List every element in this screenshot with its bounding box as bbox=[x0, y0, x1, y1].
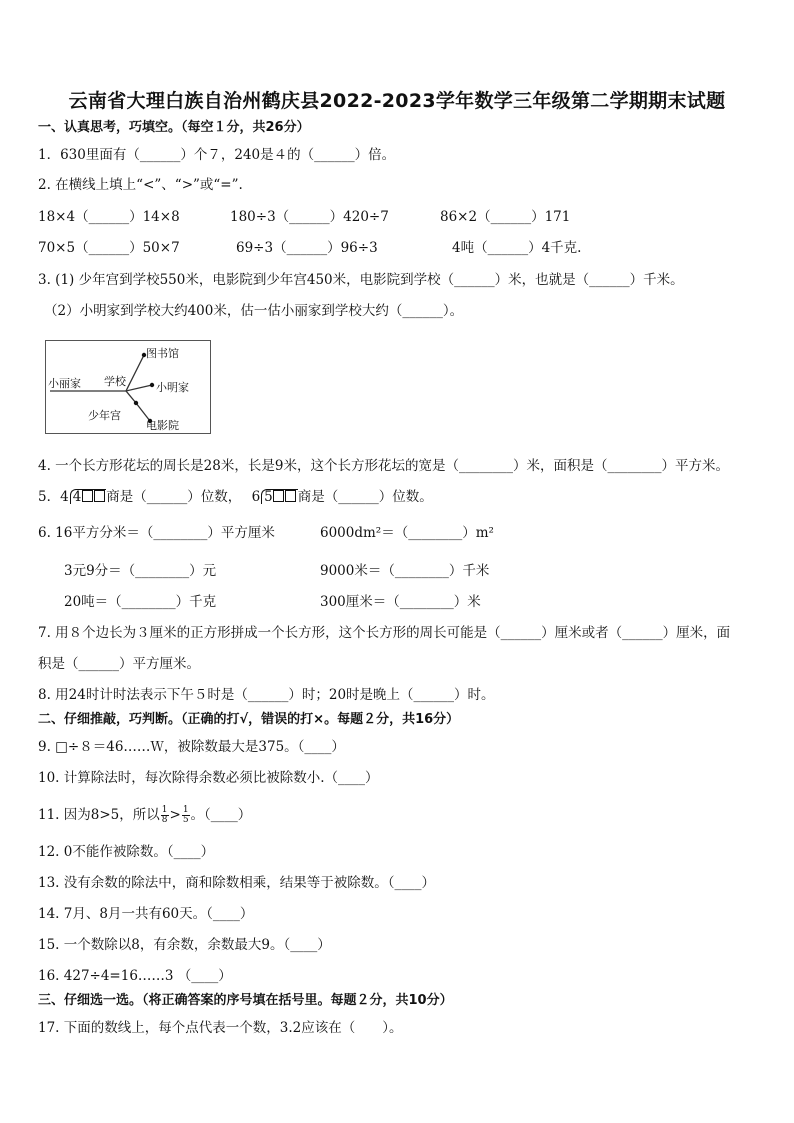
q6-item-3: 3元9分＝（________）元 bbox=[64, 563, 217, 579]
q11-fraction-2 bbox=[182, 806, 190, 825]
blank-box bbox=[273, 490, 284, 502]
q6-item-2: 6000dm²＝（________）m² bbox=[320, 525, 494, 541]
q5-dividend-2: 5 bbox=[264, 489, 273, 505]
q2-item-4: 70×5（______）50×7 bbox=[38, 240, 180, 256]
fraction-denominator: 5 bbox=[182, 815, 189, 825]
q2-item-3: 86×2（______）171 bbox=[440, 209, 571, 225]
question-3-part-1: 3. (1) 少年宫到学校550米，电影院到少年宫450米，电影院到学校（______）米，也就是（______）千米。 bbox=[38, 272, 684, 288]
q11-fraction-1 bbox=[161, 806, 169, 825]
section-2-heading: 二、仔细推敲，巧判断。（正确的打√，错误的打×。每题２分，共16分） bbox=[38, 712, 460, 727]
map-label-library: 图书馆 bbox=[146, 347, 179, 360]
question-3-part-2: （2）小明家到学校大约400米，估一估小丽家到学校大约（______）。 bbox=[44, 303, 464, 319]
q2-item-2: 180÷3（______）420÷7 bbox=[230, 209, 389, 225]
question-1: 1．630里面有（______）个７，240是４的（______）倍。 bbox=[38, 147, 396, 163]
question-8: 8. 用24时计时法表示下午５时是（______）时；20时是晚上（______）时。 bbox=[38, 687, 495, 703]
map-label-youth-palace: 少年宫 bbox=[88, 409, 121, 422]
q2-item-6: 4吨（______）4千克. bbox=[452, 240, 582, 256]
q5-dividend-1: 4 bbox=[72, 489, 82, 505]
q5-text-2: 商是（______）位数。 bbox=[297, 489, 433, 505]
question-15: 15. 一个数除以8，有余数，余数最大9。（____） bbox=[38, 937, 331, 953]
q6-item-4: 9000米＝（________）千米 bbox=[320, 563, 490, 579]
question-14: 14. 7月、8月一共有60天。（____） bbox=[38, 906, 254, 922]
route-map-diagram bbox=[45, 340, 211, 434]
blank-box bbox=[285, 490, 296, 502]
fraction-numerator: 1 bbox=[182, 805, 189, 815]
blank-box bbox=[94, 490, 105, 502]
map-label-xiaoli-home: 小丽家 bbox=[48, 377, 81, 390]
q5-division-bracket-1 bbox=[70, 489, 107, 504]
q5-divisor-1: 4 bbox=[60, 489, 69, 505]
q11-greater-sign: > bbox=[169, 807, 181, 823]
blank-box bbox=[82, 490, 93, 502]
question-2: 2. 在横线上填上“<”、“>”或“=”. bbox=[38, 177, 243, 193]
section-3-heading: 三、仔细选一选。（将正确答案的序号填在括号里。每题２分，共10分） bbox=[38, 993, 453, 1008]
question-9: 9. □÷８＝46……Ｗ，被除数最大是375。（____） bbox=[38, 739, 345, 755]
fraction-denominator: 8 bbox=[161, 815, 168, 825]
question-5 bbox=[38, 488, 433, 506]
fraction-numerator: 1 bbox=[161, 805, 168, 815]
q2-item-5: 69÷3（______）96÷3 bbox=[236, 240, 378, 256]
question-7-line-2: 积是（______）平方厘米。 bbox=[38, 656, 200, 672]
map-label-cinema: 电影院 bbox=[146, 419, 179, 432]
question-11 bbox=[38, 806, 251, 825]
q5-number: 5． bbox=[38, 489, 61, 505]
q5-divisor-2: 6 bbox=[251, 489, 261, 505]
q5-text-1: 商是（______）位数， bbox=[106, 489, 242, 505]
question-7-line-1: 7. 用８个边长为３厘米的正方形拼成一个长方形，这个长方形的周长可能是（______）厘米或者（______）厘米，面 bbox=[38, 625, 731, 641]
q2-item-1: 18×4（______）14×8 bbox=[38, 209, 180, 225]
q6-item-6: 300厘米＝（________）米 bbox=[320, 594, 481, 610]
q11-text: 11. 因为8>5，所以 bbox=[38, 807, 160, 823]
question-12: 12. 0不能作被除数。（____） bbox=[38, 844, 215, 860]
q5-division-bracket-2 bbox=[261, 489, 298, 504]
q6-item-5: 20吨＝（________）千克 bbox=[64, 594, 217, 610]
question-13: 13. 没有余数的除法中，商和除数相乘，结果等于被除数。（____） bbox=[38, 875, 436, 891]
section-1-heading: 一、认真思考，巧填空。（每空１分，共26分） bbox=[38, 120, 310, 135]
q6-item-1: 6. 16平方分米＝（________）平方厘米 bbox=[38, 525, 275, 541]
question-16: 16. 427÷4=16……3 （____） bbox=[38, 968, 232, 984]
map-label-xiaoming-home: 小明家 bbox=[156, 381, 189, 394]
map-label-school: 学校 bbox=[104, 375, 126, 388]
question-4: 4. 一个长方形花坛的周长是28米，长是9米，这个长方形花坛的宽是（________）米，面积是（________）平方米。 bbox=[38, 458, 729, 474]
question-17: 17. 下面的数线上，每个点代表一个数，3.2应该在（ ）。 bbox=[38, 1020, 403, 1036]
page-title: 云南省大理白族自治州鹤庆县2022-2023学年数学三年级第二学期期末试题 bbox=[68, 90, 726, 112]
question-10: 10. 计算除法时，每次除得余数必须比被除数小.（____） bbox=[38, 770, 379, 786]
q11-suffix: 。（____） bbox=[190, 807, 252, 823]
